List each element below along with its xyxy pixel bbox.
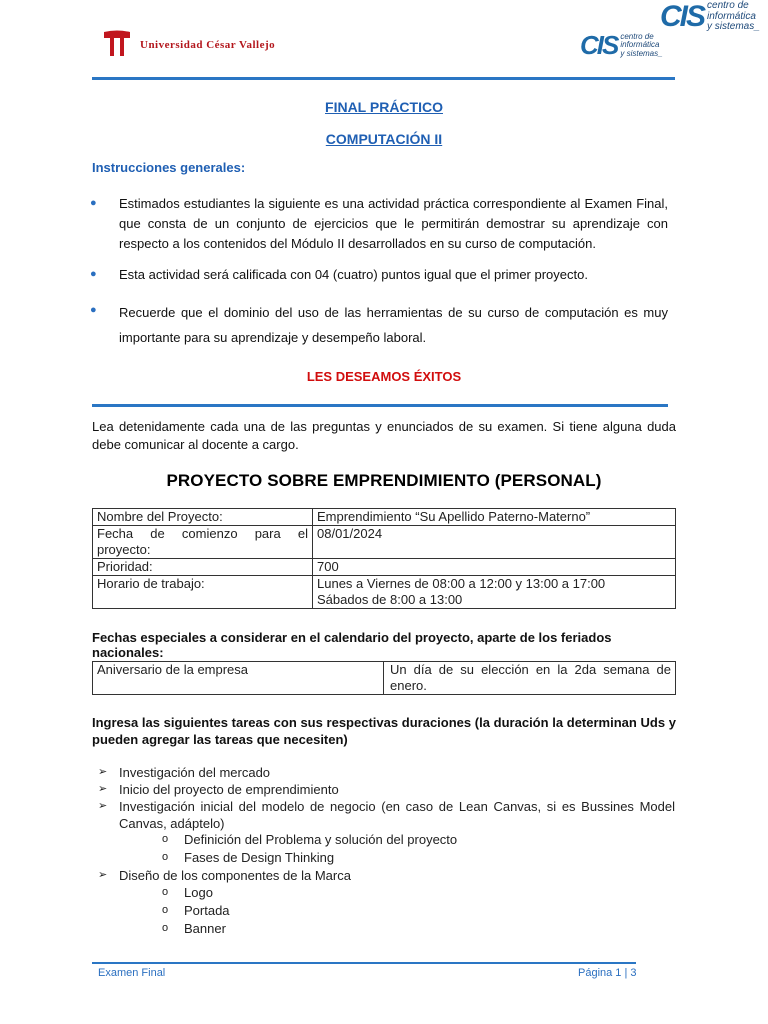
- project-title: PROYECTO SOBRE EMPRENDIMIENTO (PERSONAL): [166, 471, 602, 490]
- tasks-heading: Ingresa las siguientes tareas con sus respectivas duraciones (la duración la determinan Uds y pueden agregar las tareas que necesiten): [92, 715, 676, 747]
- cis-word: CIS: [580, 30, 618, 60]
- title-final-practico: FINAL PRÁCTICO: [325, 99, 443, 115]
- project-table: [92, 508, 676, 609]
- table-cell-label: Fecha de comienzo para el proyecto:: [93, 526, 313, 559]
- section-rule: [92, 404, 668, 407]
- subtask-item: Definición del Problema y solución del proyecto: [184, 832, 458, 847]
- ucv-emblem-icon: [102, 30, 132, 60]
- header-rule: [92, 77, 675, 80]
- circle-bullet-icon: o: [162, 922, 169, 934]
- cis-tagline: centro de informática y sistemas_: [620, 31, 663, 58]
- bullet-item-1: Estimados estudiantes la siguiente es una actividad práctica correspondiente al Examen Final, que consta de un conjunto de ejercicios que le permitirán demostrar su aprendizaje con respecto a los contenidos del Módulo II desarrollados en su curso de computación.: [119, 196, 668, 251]
- table-row: [93, 526, 676, 559]
- arrow-bullet-icon: ➢: [98, 783, 108, 795]
- arrow-bullet-icon: ➢: [98, 766, 108, 778]
- subtask-item: Logo: [184, 885, 213, 900]
- arrow-bullet-icon: ➢: [98, 869, 108, 881]
- arrow-bullet-icon: ➢: [98, 800, 108, 812]
- subtask-item: Portada: [184, 903, 230, 918]
- circle-bullet-icon: o: [162, 833, 169, 845]
- task-item: Inicio del proyecto de emprendimiento: [119, 782, 339, 797]
- footer-left: Examen Final: [98, 967, 166, 979]
- table-cell-value: Emprendimiento “Su Apellido Paterno-Materno”: [313, 509, 676, 526]
- ucv-logo: [102, 30, 275, 60]
- table-cell-label: Nombre del Proyecto:: [93, 509, 313, 526]
- footer-page-number: Página 1 | 3: [578, 967, 637, 979]
- special-dates-heading: Fechas especiales a considerar en el calendario del proyecto, aparte de los feriados nacionales:: [92, 630, 612, 660]
- cis-tagline-top: centro de informática y sistemas_: [707, 0, 760, 33]
- title-computacion: COMPUTACIÓN II: [325, 131, 443, 147]
- table-cell-label: Prioridad:: [93, 559, 313, 576]
- circle-bullet-icon: o: [162, 886, 169, 898]
- table-cell-value: 08/01/2024: [313, 526, 676, 559]
- table-row: [93, 576, 676, 609]
- table-cell-value: Lunes a Viernes de 08:00 a 12:00 y 13:00 a 17:00 Sábados de 8:00 a 13:00: [313, 576, 676, 609]
- circle-bullet-icon: o: [162, 851, 169, 863]
- university-name: Universidad César Vallejo: [140, 39, 276, 51]
- table-row: [93, 559, 676, 576]
- circle-bullet-icon: o: [162, 904, 169, 916]
- cis-logo: [580, 30, 663, 61]
- success-heading: LES DESEAMOS ÉXITOS: [306, 369, 462, 384]
- instructions-heading: Instrucciones generales:: [92, 160, 246, 175]
- task-item: Investigación del mercado: [119, 765, 271, 780]
- table-cell-label: Horario de trabajo:: [93, 576, 313, 609]
- task-item: Investigación inicial del modelo de negocio (en caso de Lean Canvas, si es Bussines Model Canvas, adáptelo): [119, 799, 675, 831]
- subtask-item: Fases de Design Thinking: [184, 850, 335, 865]
- bullet-item-2: Esta actividad será calificada con 04 (cuatro) puntos igual que el primer proyecto.: [119, 267, 588, 282]
- cis-logo-top: [660, 0, 760, 34]
- bullet-dot-icon: ●: [90, 304, 97, 316]
- subtask-item: Banner: [184, 921, 226, 936]
- table-row: [93, 662, 676, 695]
- cis-word-top: CIS: [660, 0, 705, 33]
- bullet-dot-icon: ●: [90, 268, 97, 280]
- table-cell-value: Un día de su elección en la 2da semana de enero.: [384, 662, 676, 695]
- table-cell-value: 700: [313, 559, 676, 576]
- table-row: [93, 509, 676, 526]
- read-instruction: Lea detenidamente cada una de las preguntas y enunciados de su examen. Si tiene alguna duda debe comunicar al docente a cargo.: [92, 419, 676, 452]
- bullet-dot-icon: ●: [90, 197, 97, 209]
- task-item: Diseño de los componentes de la Marca: [119, 868, 351, 883]
- footer-rule: [92, 962, 636, 964]
- special-dates-table: [92, 661, 676, 695]
- table-cell-label: Aniversario de la empresa: [93, 662, 384, 695]
- bullet-item-3: Recuerde que el dominio del uso de las herramientas de su curso de computación es muy importante para su aprendizaje y desempeño laboral.: [119, 305, 668, 345]
